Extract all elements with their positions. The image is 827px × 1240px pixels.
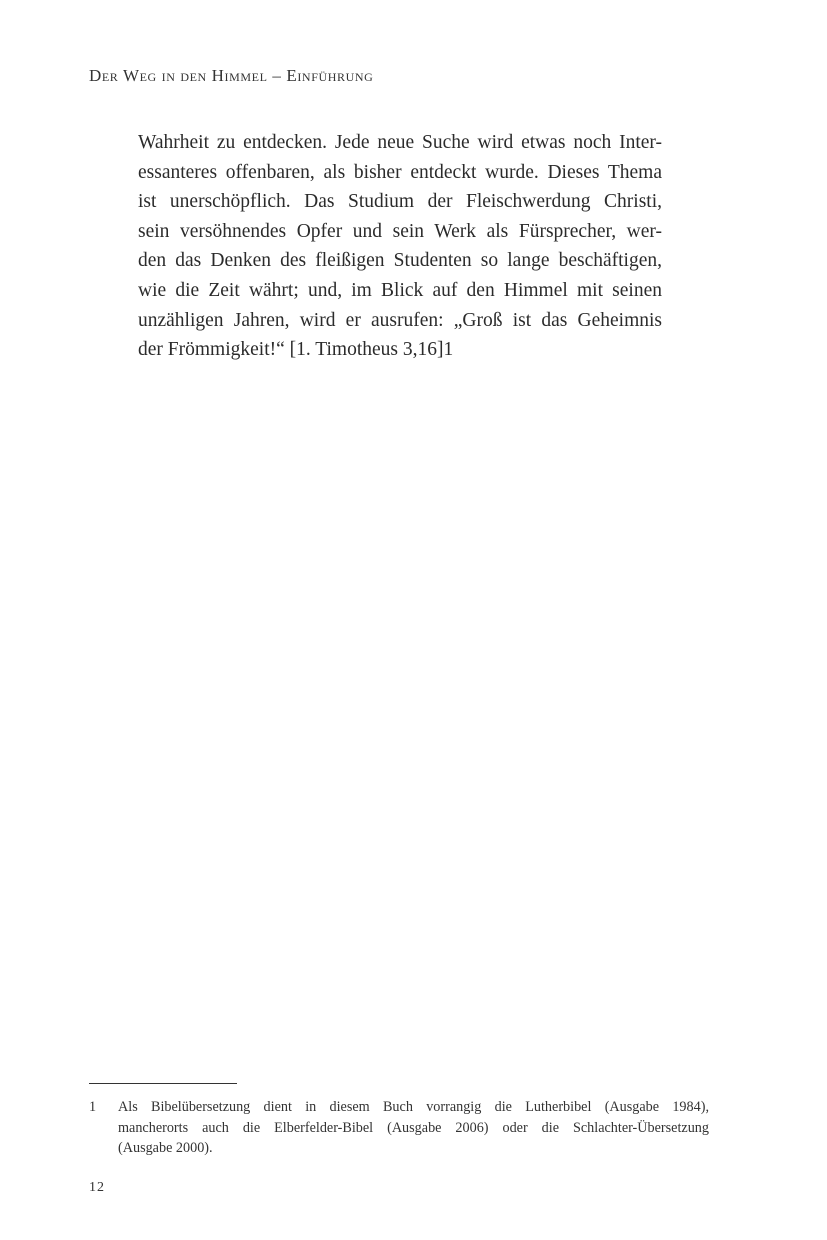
footnote-line: (Ausgabe 2000). — [118, 1140, 213, 1156]
body-paragraph — [138, 128, 662, 365]
body-line: sein versöhnendes Opfer und sein Werk als Fürsprecher, wer- — [138, 220, 662, 242]
body-line: den das Denken des fleißigen Studenten so lange beschäftigen, — [138, 250, 662, 272]
footnote-line: mancherorts auch die Elberfelder-Bibel (Ausgabe 2006) oder die Schlachter-Übersetzung — [118, 1119, 709, 1136]
body-line: unzähligen Jahren, wird er ausrufen: „Groß ist das Geheimnis — [138, 309, 662, 331]
footnote-number: 1 — [89, 1099, 97, 1115]
footnote-text — [118, 1097, 709, 1159]
body-line: wie die Zeit währt; und, im Blick auf den Himmel mit seinen — [138, 279, 662, 301]
body-line: ist unerschöpflich. Das Studium der Fleischwerdung Christi, — [138, 191, 662, 213]
footnote-line: Als Bibelübersetzung dient in diesem Buch vorrangig die Lutherbibel (Ausgabe 1984), — [118, 1099, 709, 1115]
page-number: 12 — [89, 1180, 105, 1195]
running-head: Der Weg in den Himmel – Einführung — [89, 66, 374, 85]
body-line: Wahrheit zu entdecken. Jede neue Suche wird etwas noch Inter- — [138, 132, 662, 153]
body-line: der Frömmigkeit!“ [1. Timotheus 3,16]1 — [138, 339, 454, 361]
body-line: essanteres offenbaren, als bisher entdeckt wurde. Dieses Thema — [138, 161, 662, 183]
footnote-separator — [89, 1083, 237, 1084]
